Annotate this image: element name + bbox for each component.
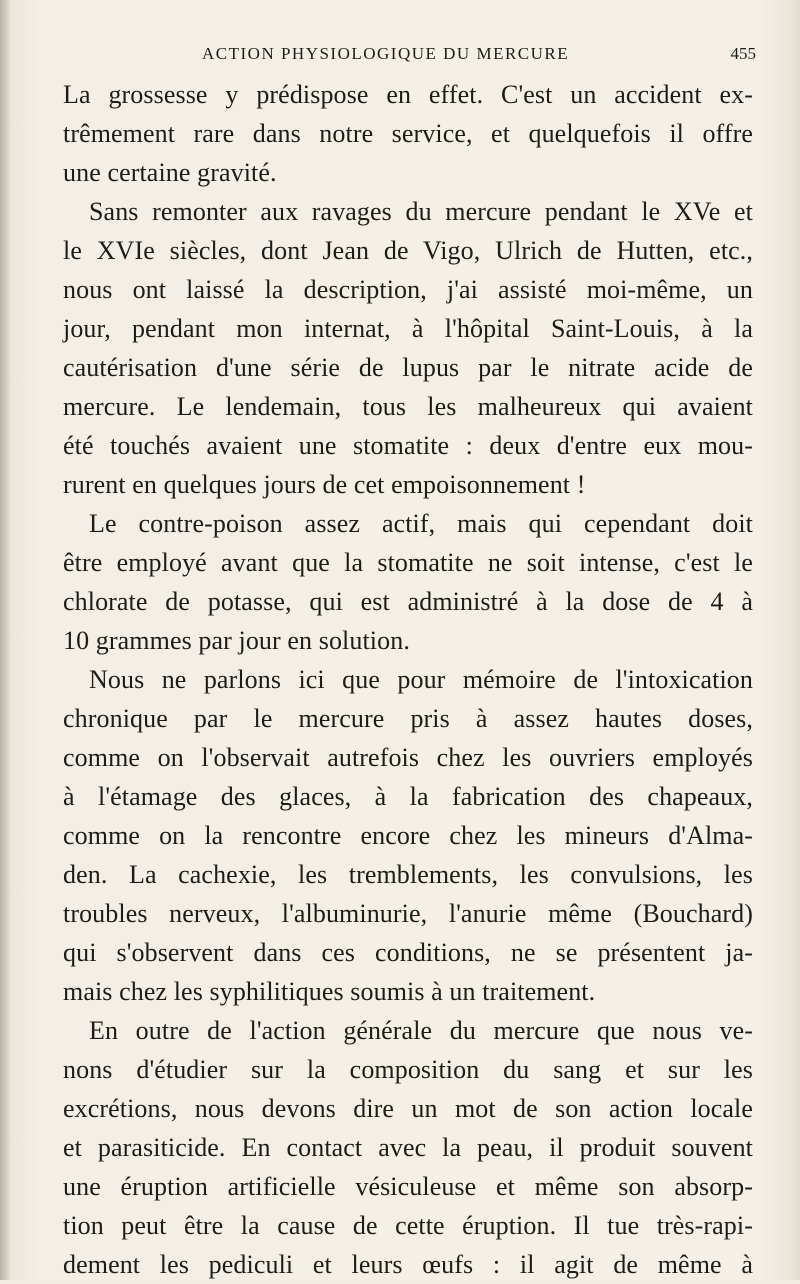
- text-line: être employé avant que la stomatite ne soit intense, c'est le: [63, 548, 753, 577]
- text-line: le XVIe siècles, dont Jean de Vigo, Ulrich de Hutten, etc.,: [63, 236, 753, 265]
- text-line: Le contre-poison assez actif, mais qui cependant doit: [89, 509, 753, 538]
- text-line: trêmement rare dans notre service, et quelquefois il offre: [63, 119, 753, 148]
- text-line: La grossesse y prédispose en effet. C'est un accident ex-: [63, 80, 753, 109]
- text-line: 10 grammes par jour en solution.: [63, 626, 410, 655]
- text-line: nous ont laissé la description, j'ai assisté moi-même, un: [63, 275, 753, 304]
- text-line: comme on la rencontre encore chez les mineurs d'Alma-: [63, 821, 753, 850]
- body-text: [63, 75, 753, 1284]
- text-line: à l'étamage des glaces, à la fabrication des chapeaux,: [63, 782, 753, 811]
- text-line: jour, pendant mon internat, à l'hôpital Saint-Louis, à la: [63, 314, 753, 343]
- text-line: mais chez les syphilitiques soumis à un traitement.: [63, 977, 596, 1006]
- text-line: En outre de l'action générale du mercure que nous ve-: [89, 1016, 753, 1045]
- text-line: rurent en quelques jours de cet empoisonnement !: [63, 470, 586, 499]
- text-line: mercure. Le lendemain, tous les malheureux qui avaient: [63, 392, 753, 421]
- running-head: [62, 44, 762, 74]
- text-line: tion peut être la cause de cette éruption. Il tue très-rapi-: [63, 1211, 753, 1240]
- text-line: troubles nerveux, l'albuminurie, l'anurie même (Bouchard): [63, 899, 753, 928]
- text-line: nons d'étudier sur la composition du sang et sur les: [63, 1055, 753, 1084]
- text-line: chronique par le mercure pris à assez hautes doses,: [63, 704, 753, 733]
- text-line: excrétions, nous devons dire un mot de son action locale: [63, 1094, 753, 1123]
- text-line: été touchés avaient une stomatite : deux d'entre eux mou-: [63, 431, 753, 460]
- text-line: Nous ne parlons ici que pour mémoire de l'intoxication: [89, 665, 753, 694]
- text-line: chlorate de potasse, qui est administré à la dose de 4 à: [63, 587, 753, 616]
- page-number: 455: [730, 44, 756, 63]
- text-line: une certaine gravité.: [63, 158, 277, 187]
- text-line: Sans remonter aux ravages du mercure pendant le XVe et: [89, 197, 753, 226]
- text-line: dement les pediculi et leurs œufs : il agit de même à: [63, 1250, 753, 1279]
- text-line: qui s'observent dans ces conditions, ne se présentent ja-: [63, 938, 753, 967]
- binding-edge: [0, 0, 10, 1280]
- running-title: ACTION PHYSIOLOGIQUE DU MERCURE: [202, 44, 570, 63]
- text-line: une éruption artificielle vésiculeuse et même son absorp-: [63, 1172, 753, 1201]
- text-line: den. La cachexie, les tremblements, les convulsions, les: [63, 860, 753, 889]
- text-line: et parasiticide. En contact avec la peau, il produit souvent: [63, 1133, 753, 1162]
- text-line: comme on l'observait autrefois chez les ouvriers employés: [63, 743, 753, 772]
- text-line: cautérisation d'une série de lupus par le nitrate acide de: [63, 353, 753, 382]
